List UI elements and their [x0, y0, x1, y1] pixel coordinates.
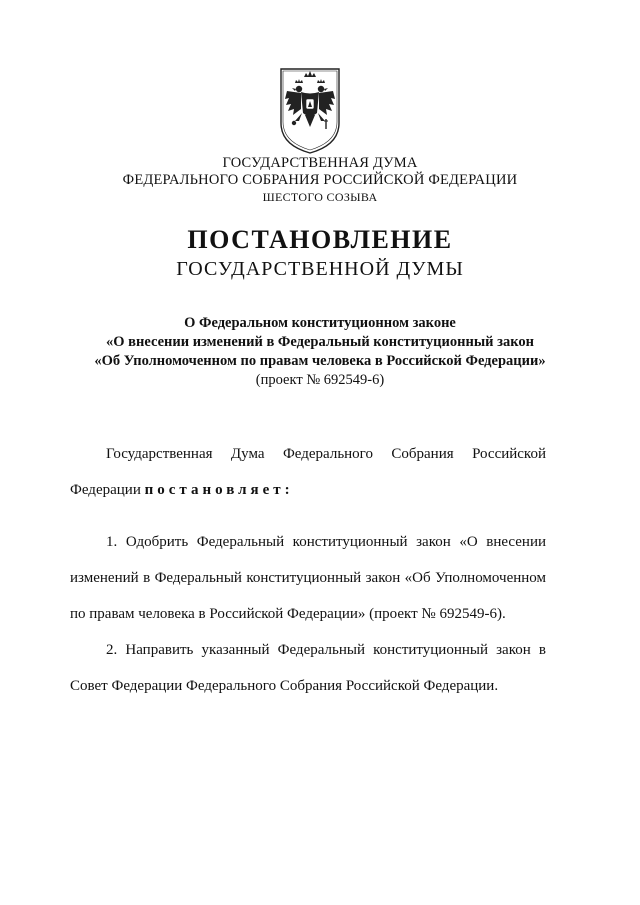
subject-line-2: «О внесении изменений в Федеральный конституционный закон: [106, 334, 534, 350]
coat-of-arms-emblem: [275, 65, 345, 155]
resolution-item-2: 2. Направить указанный Федеральный конституционный закон в Совет Федерации Федерального Собрания Российской Федерации.: [70, 642, 546, 694]
subject-line-3: «Об Уполномоченном по правам человека в Российской Федерации»: [94, 353, 546, 369]
document-issuer-subtitle: ГОСУДАРСТВЕННОЙ ДУМЫ: [176, 258, 464, 280]
bill-number: (проект № 692549-6): [255, 372, 385, 388]
resolution-subject: [40, 314, 600, 390]
issuer-line-duma: ГОСУДАРСТВЕННАЯ ДУМА: [222, 155, 418, 171]
resolution-item-1: 1. Одобрить Федеральный конституционный закон «О внесении изменений в Федеральный конституционный закон «Об Уполномоченном по правам человека в Российской Федерации» (проект № 692549-6).: [70, 534, 546, 622]
preamble-paragraph: [70, 436, 546, 508]
subject-line-1: О Федеральном конституционном законе: [184, 315, 456, 331]
resolution-body: [70, 436, 546, 704]
resolves-verb: постановляет:: [144, 482, 294, 498]
issuer-header: [0, 155, 640, 206]
preamble-text: Государственная Дума Федерального Собрания Российской Федерации: [70, 446, 546, 498]
convocation-line: ШЕСТОГО СОЗЫВА: [262, 190, 378, 204]
issuer-line-assembly: ФЕДЕРАЛЬНОГО СОБРАНИЯ РОССИЙСКОЙ ФЕДЕРАЦИИ: [122, 172, 518, 188]
document-type-title: ПОСТАНОВЛЕНИЕ: [187, 225, 453, 254]
